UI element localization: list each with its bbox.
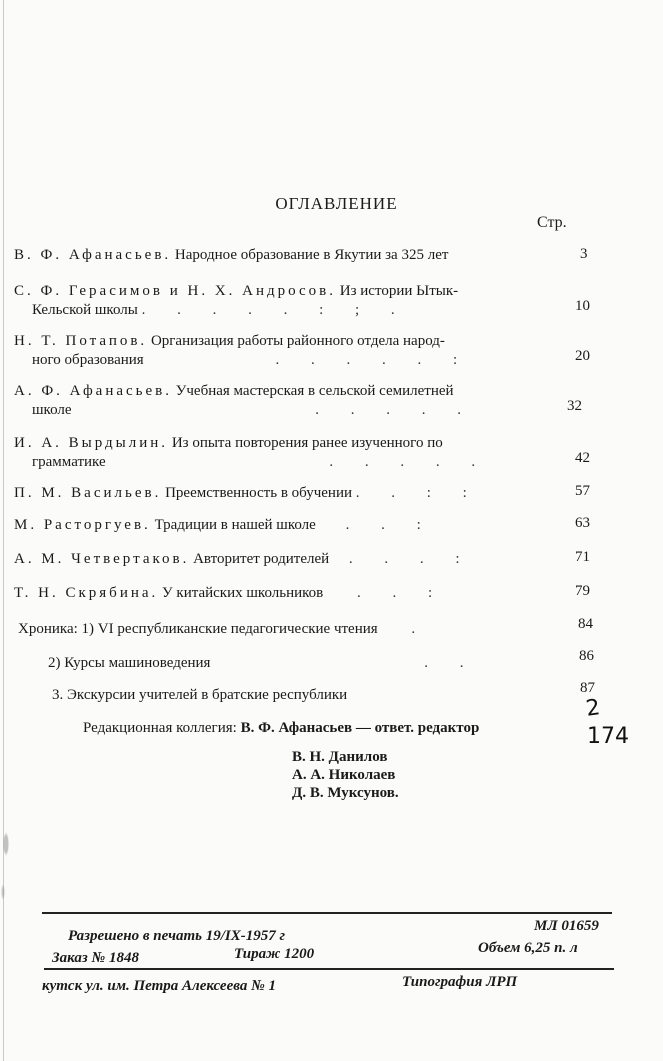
toc-text: Традиции в нашей школе	[154, 517, 316, 533]
toc-author: Т. Н. Скрябина.	[14, 585, 159, 601]
toc-text: 3. Экскурсии учителей в братские республики	[52, 687, 348, 703]
toc-text: Авторитет родителей	[193, 551, 330, 567]
toc-page: 3	[580, 246, 588, 262]
toc-title: ОГЛАВЛЕНИЕ	[275, 194, 398, 213]
imprint-printer: Типография ЛРП	[402, 974, 518, 990]
toc-text: Из истории Ытык-	[339, 283, 459, 299]
toc-text: Организация работы районного отдела народ-	[150, 333, 445, 349]
toc-text: Из опыта повторения ранее изученного по	[171, 435, 443, 451]
toc-text: грамматике	[32, 454, 106, 470]
toc-author: Н. Т. Потапов.	[14, 333, 148, 349]
toc-page: 42	[575, 450, 590, 466]
toc-entry: Хроника: 1) VI республиканские педагогические чтения .	[18, 621, 430, 637]
board-member: Д. В. Муксунов.	[292, 785, 399, 801]
toc-entry: С. Ф. Герасимов и Н. Х. Андросов. Из истории Ытык- Кельской школы . . . . . : ; .	[14, 283, 459, 318]
toc-author: И. А. Вырдылин.	[14, 435, 169, 451]
toc-entry: П. М. Васильев. Преемственность в обучении . . : :	[14, 485, 481, 501]
toc-entry: И. А. Вырдылин. Из опыта повторения ранее изученного по грамматике . . . . .	[14, 435, 490, 470]
toc-entry	[52, 686, 652, 705]
toc-page: 86	[579, 648, 594, 664]
toc-text: школе	[32, 402, 72, 418]
board-member: А. А. Николаев	[292, 767, 396, 783]
imprint-run: Тираж 1200	[234, 946, 315, 962]
imprint-rule	[42, 912, 612, 914]
scan-artifact	[0, 780, 30, 940]
toc-page: 71	[575, 549, 590, 565]
toc-text: 2) Курсы машиноведения	[48, 655, 211, 671]
toc-author: А. М. Четвертаков.	[14, 551, 190, 567]
board-label: Редакционная коллегия:	[83, 720, 237, 736]
imprint-order: Заказ № 1848	[52, 950, 139, 966]
toc-text: Народное образование в Якутии за 325 лет	[174, 247, 449, 263]
toc-author: М. Расторгуев.	[14, 517, 151, 533]
toc-entry: А. М. Четвертаков. Авторитет родителей . . . :	[14, 551, 474, 567]
toc-author: П. М. Васильев.	[14, 485, 162, 501]
toc-entry: М. Расторгуев. Традиции в нашей школе . . :	[14, 517, 435, 533]
board-editor: В. Ф. Афанасьев — ответ. редактор	[240, 720, 480, 736]
toc-page: 57	[575, 483, 590, 499]
toc-page: 20	[575, 348, 590, 364]
board-member: В. Н. Данилов	[292, 749, 388, 765]
toc-entry	[14, 246, 614, 265]
editorial-board	[83, 720, 479, 737]
handwritten-note: 2	[584, 695, 602, 722]
page-column-header: Стр.	[537, 214, 567, 231]
imprint-rule	[44, 968, 614, 970]
toc-entry: Н. Т. Потапов. Организация работы районного отдела народ- ного образования . . . . . :	[14, 333, 472, 368]
toc-entry: Т. Н. Скрябина. У китайских школьников . . :	[14, 585, 447, 601]
toc-page: 87	[580, 680, 595, 696]
toc-text: У китайских школьников	[162, 585, 324, 601]
toc-entry: 2) Курсы машиноведения . .	[48, 655, 478, 671]
toc-author: А. Ф. Афанасьев.	[14, 383, 172, 399]
toc-author: Хроника:	[18, 621, 78, 637]
toc-page: 63	[575, 515, 590, 531]
handwritten-note: 174	[587, 724, 629, 749]
toc-page: 32	[567, 398, 582, 414]
toc-text: Кельской школы	[32, 302, 138, 318]
toc-author: В. Ф. Афанасьев.	[14, 247, 172, 263]
toc-page: 10	[575, 298, 590, 314]
toc-page: 84	[578, 616, 593, 632]
toc-author: С. Ф. Герасимов и Н. Х. Андросов.	[14, 283, 337, 299]
board-members	[292, 748, 399, 802]
toc-text: Преемственность в обучении	[165, 485, 353, 501]
imprint-code: МЛ 01659	[534, 918, 599, 934]
imprint-permit: Разрешено в печать 19/IX-1957 г	[68, 928, 286, 944]
toc-page: 79	[575, 583, 590, 599]
toc-text: 1) VI республиканские педагогические чтения	[81, 621, 378, 637]
toc-text: ного образования	[32, 352, 144, 368]
imprint-block	[38, 912, 618, 1012]
imprint-volume: Объем 6,25 п. л	[478, 940, 578, 956]
imprint-address: кутск ул. им. Петра Алексеева № 1	[42, 978, 277, 994]
toc-entry: А. Ф. Афанасьев. Учебная мастерская в сельской семилетней школе . . . . .	[14, 383, 476, 418]
toc-text: Учебная мастерская в сельской семилетней	[175, 383, 454, 399]
